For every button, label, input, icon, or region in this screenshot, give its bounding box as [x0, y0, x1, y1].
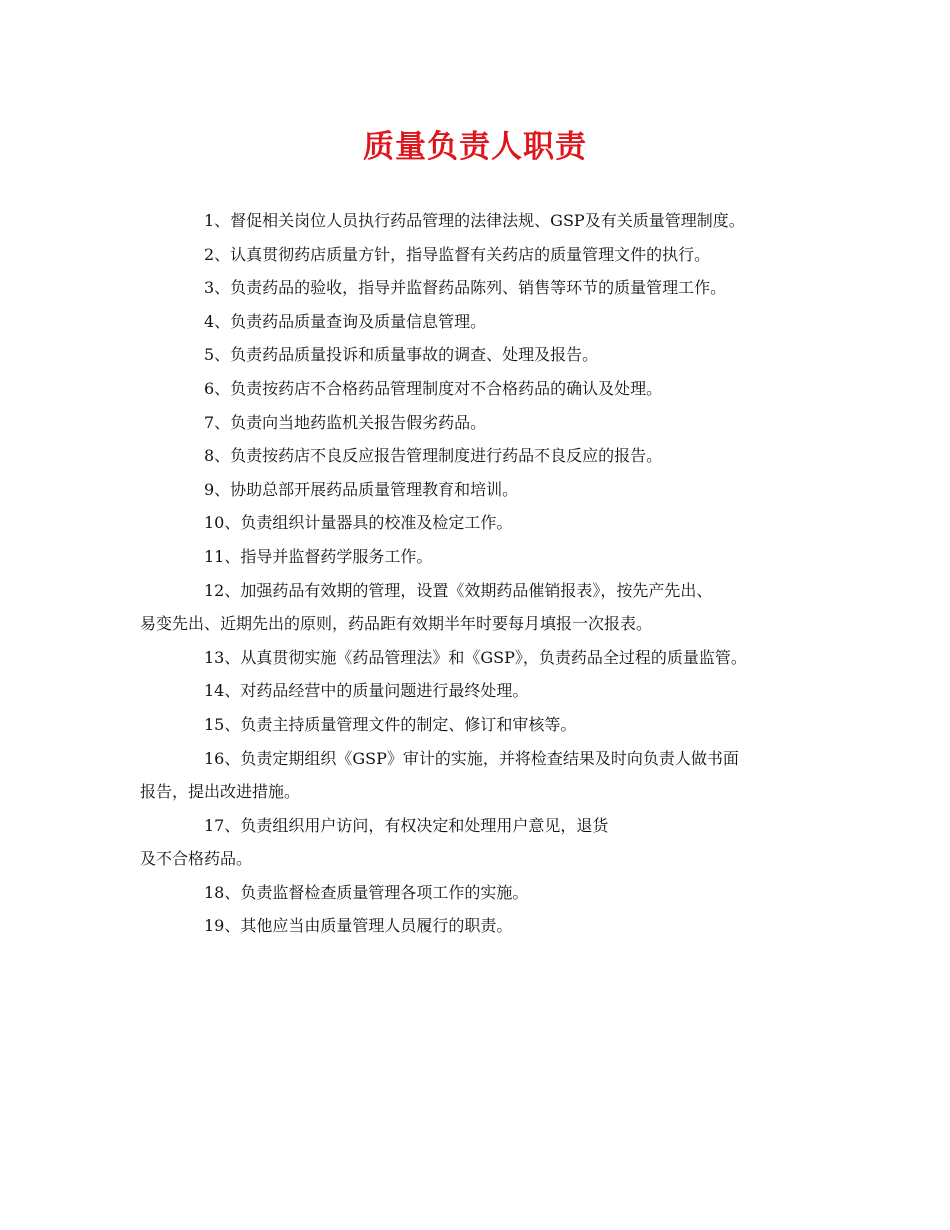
duty-item — [140, 473, 840, 507]
duty-line: 17、负责组织用户访问，有权决定和处理用户意见，退货 — [204, 815, 609, 835]
duty-line: 14、对药品经营中的质量问题进行最终处理。 — [204, 681, 529, 701]
duty-item — [140, 909, 840, 943]
duty-item — [140, 506, 840, 540]
duty-line: 5、负责药品质量投诉和质量事故的调查、处理及报告。 — [204, 345, 599, 365]
duty-item — [140, 204, 840, 238]
duty-line: 3、负责药品的验收，指导并监督药品陈列、销售等环节的质量管理工作。 — [204, 278, 727, 298]
duty-line: 6、负责按药店不合格药品管理制度对不合格药品的确认及处理。 — [204, 378, 663, 398]
duty-item — [140, 641, 840, 675]
duty-line: 8、负责按药店不良反应报告管理制度进行药品不良反应的报告。 — [204, 446, 663, 466]
duty-line: 1、督促相关岗位人员执行药品管理的法律法规、GSP及有关质量管理制度。 — [204, 211, 745, 230]
duty-item — [140, 271, 840, 305]
duty-line: 15、负责主持质量管理文件的制定、修订和审核等。 — [204, 714, 577, 734]
duty-item — [140, 238, 840, 272]
duty-item — [140, 540, 840, 574]
duty-item — [140, 674, 840, 708]
duty-line: 13、从真贯彻实施《药品管理法》和《GSP》，负责药品全过程的质量监管。 — [204, 647, 747, 667]
duty-item — [140, 708, 840, 742]
duty-item — [140, 439, 840, 473]
duty-item — [140, 338, 840, 372]
duty-list — [140, 204, 840, 943]
duty-line: 9、协助总部开展药品质量管理教育和培训。 — [204, 479, 519, 499]
duty-item — [140, 809, 840, 876]
duty-line-continued: 及不合格药品。 — [140, 849, 253, 869]
duty-item — [140, 305, 840, 339]
duty-item — [140, 574, 840, 641]
duty-item — [140, 372, 840, 406]
page-title: 质量负责人职责 — [363, 129, 587, 165]
duty-line: 4、负责药品质量查询及质量信息管理。 — [204, 311, 487, 331]
duty-item — [140, 876, 840, 910]
duty-item — [140, 406, 840, 440]
duty-line: 2、认真贯彻药店质量方针，指导监督有关药店的质量管理文件的执行。 — [204, 244, 711, 264]
duty-item — [140, 742, 840, 809]
duty-line-continued: 报告，提出改进措施。 — [140, 782, 301, 802]
duty-line: 12、加强药品有效期的管理，设置《效期药品催销报表》，按先产先出、 — [204, 580, 713, 600]
duty-line: 19、其他应当由质量管理人员履行的职责。 — [204, 916, 513, 936]
duty-line: 10、负责组织计量器具的校准及检定工作。 — [204, 513, 513, 533]
duty-line-continued: 易变先出、近期先出的原则，药品距有效期半年时要每月填报一次报表。 — [140, 614, 653, 634]
duty-line: 7、负责向当地药监机关报告假劣药品。 — [204, 412, 487, 432]
duty-line: 16、负责定期组织《GSP》审计的实施，并将检查结果及时向负责人做书面 — [204, 748, 739, 768]
duty-line: 11、指导并监督药学服务工作。 — [204, 546, 433, 566]
duty-line: 18、负责监督检查质量管理各项工作的实施。 — [204, 882, 529, 902]
